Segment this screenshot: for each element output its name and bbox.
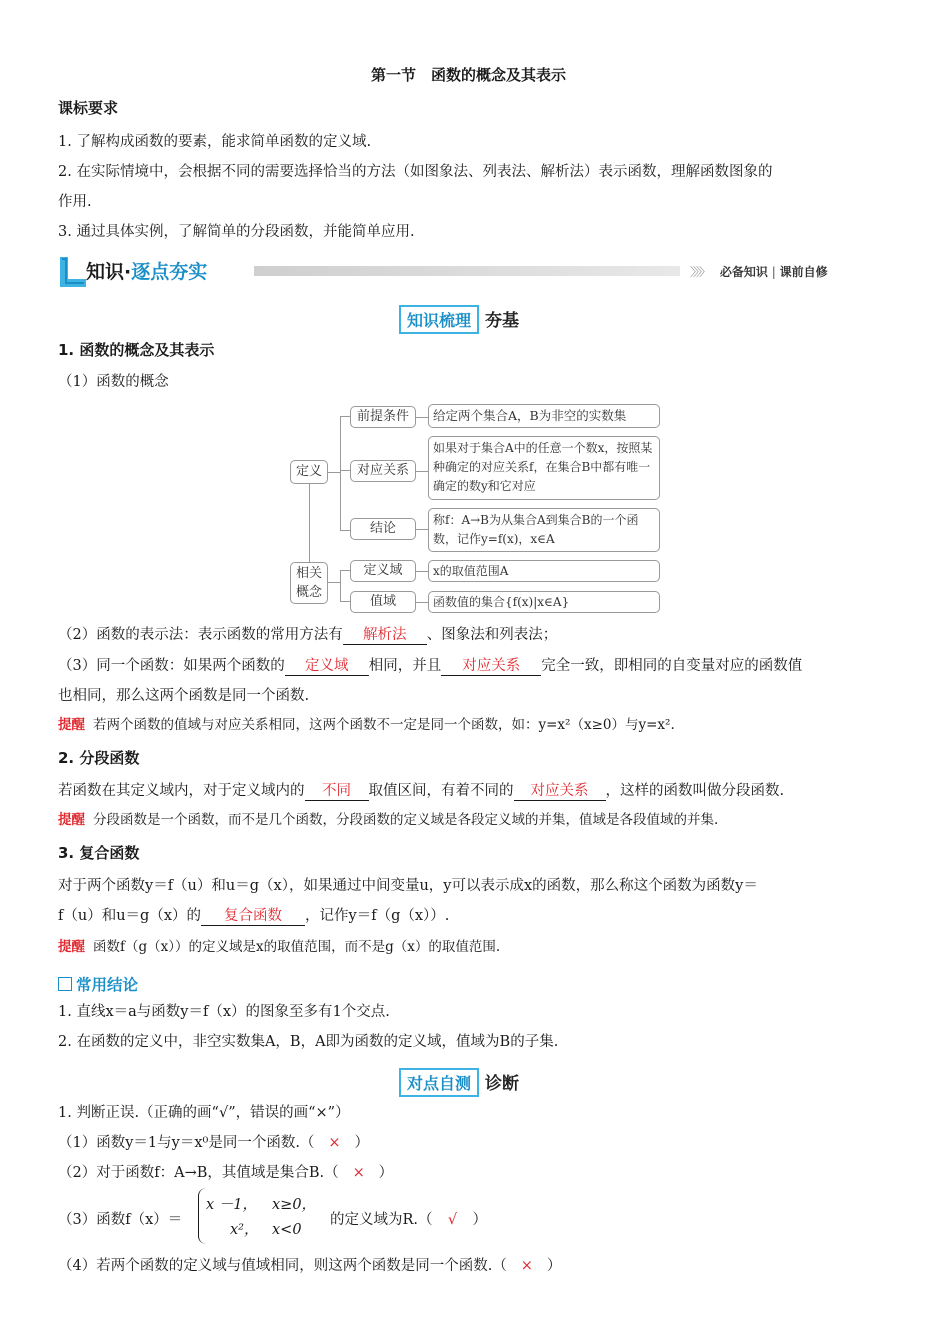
diagram-range-text: 函数值的集合{f(x)|x∈A} [428,591,660,613]
s1-heading: 1. 函数的概念及其表示 [58,341,215,359]
standard-item: 作用. [58,194,92,210]
quiz-q1: （1）函数y＝1与y＝x⁰是同一个函数.（ × ） [58,1135,369,1151]
quiz-q3-label: （3）函数f（x）＝ [58,1212,183,1228]
diagram-concl: 结论 [350,518,416,540]
diagram-corr-text: 如果对于集合A中的任意一个数x，按照某种确定的对应关系f，在集合B中都有唯一确定的数y和它对应 [428,436,660,500]
standard-item: 2. 在实际情境中，会根据不同的需要选择恰当的方法（如图象法、列表法、解析法）表示函数，理解函数图象的 [58,164,773,180]
s1-p3: （3）同一个函数：如果两个函数的 定义域 相同，并且 对应关系 完全一致，即相同的自变量对应的函数值 [58,654,802,676]
answer-blank: 对应关系 [514,779,606,801]
quiz-q4-answer: × [520,1258,533,1274]
s3-p1: 对于两个函数y＝f（u）和u＝g（x），如果通过中间变量u，y可以表示成x的函数，那么称这个函数为函数y＝ [58,878,758,894]
diagram-range: 值域 [350,591,416,613]
standard-item: 3. 通过具体实例，了解简单的分段函数，并能简单应用. [58,224,415,240]
page-title: 第一节 函数的概念及其表示 [371,66,567,84]
s1-tip: 提醒 若两个函数的值域与对应关系相同，这两个函数不一定是同一个函数，如：y=x²（x≥0）与y=x². [58,717,675,733]
s2-p: 若函数在其定义域内，对于定义域内的 不同 取值区间，有着不同的 对应关系 ，这样的函数叫做分段函数. [58,779,784,801]
banner-dot: · [124,261,132,283]
diagram-domain-text: x的取值范围A [428,560,660,582]
quiz-q3-line1: x －1， x≥0， [206,1197,317,1213]
banner-corner-icon [58,255,88,289]
answer-blank: 对应关系 [441,654,541,676]
banner-title-a: 知识 [86,261,125,283]
diagram-def: 定义 [290,460,328,484]
s3-p2: f（u）和u＝g（x）的 复合函数 ，记作y＝f（g（x））. [58,904,449,926]
diagram-domain: 定义域 [350,560,416,582]
quiz-q3-answer: √ [447,1212,458,1228]
s1-sub1: （1）函数的概念 [58,374,169,390]
tag-knowledge [399,305,519,334]
concept-diagram [288,402,668,616]
s3-heading: 3. 复合函数 [58,844,140,862]
banner-bar [254,266,680,276]
quiz-q1-answer: × [328,1135,341,1151]
quiz-q3-line2: x²， x<0 [230,1222,302,1238]
quiz-q2: （2）对于函数f：A→B，其值域是集合B.（ × ） [58,1165,394,1181]
diagram-related: 相关概念 [290,562,328,604]
quiz-q3: 的定义域为R.（ √ ） [330,1212,488,1228]
banner-right-b: 课前自修 [779,265,828,279]
quiz-q2-answer: × [352,1165,365,1181]
s3-tip: 提醒 函数f（g（x））的定义域是x的取值范围，而不是g（x）的取值范围. [58,939,501,955]
s2-heading: 2. 分段函数 [58,749,140,767]
answer-blank: 定义域 [285,654,369,676]
diagram-premise: 前提条件 [350,406,416,428]
tag-knowledge-inner: 知识梳理 [399,305,479,334]
tag-knowledge-outer: 夯基 [485,311,520,331]
standards-heading: 课标要求 [58,99,119,117]
square-icon [58,977,72,991]
s2-tip: 提醒 分段函数是一个函数，而不是几个函数，分段函数的定义域是各段定义域的并集，值域是各段值域的并集. [58,812,719,828]
quiz-q4: （4）若两个函数的定义域与值域相同，则这两个函数是同一个函数.（ × ） [58,1258,562,1274]
standard-item: 1. 了解构成函数的要素，能求简单函数的定义域. [58,134,372,150]
banner-right-a: 必备知识 [719,265,768,279]
conclusion-item: 1. 直线x＝a与函数y＝f（x）的图象至多有1个交点. [58,1004,390,1020]
tag-selftest [399,1068,519,1097]
quiz-heading: 1. 判断正误.（正确的画“√”，错误的画“×”） [58,1105,350,1121]
s1-p2: （2）函数的表示法：表示函数的常用方法有 解析法 、图象法和列表法； [58,623,557,645]
diagram-corr: 对应关系 [350,460,416,482]
banner-title-b: 逐点夯实 [131,261,208,283]
tag-selftest-outer: 诊断 [485,1074,520,1094]
diagram-concl-text: 称f：A→B为从集合A到集合B的一个函数，记作y=f(x)，x∈A [428,508,660,552]
answer-blank: 不同 [305,779,369,801]
conclusions-heading: 常用结论 [58,973,138,995]
conclusion-item: 2. 在函数的定义中，非空实数集A，B，A即为函数的定义域，值域为B的子集. [58,1034,559,1050]
answer-blank: 复合函数 [201,904,305,926]
answer-blank: 解析法 [343,623,427,645]
diagram-premise-text: 给定两个集合A，B为非空的实数集 [428,404,660,428]
section-banner [58,255,858,289]
banner-arrows-icon: 〉〉〉〉 [690,265,709,279]
banner-sep: | [771,265,776,279]
tag-selftest-inner: 对点自测 [399,1068,479,1097]
s1-p3-cont: 也相同，那么这两个函数是同一个函数. [58,688,310,704]
